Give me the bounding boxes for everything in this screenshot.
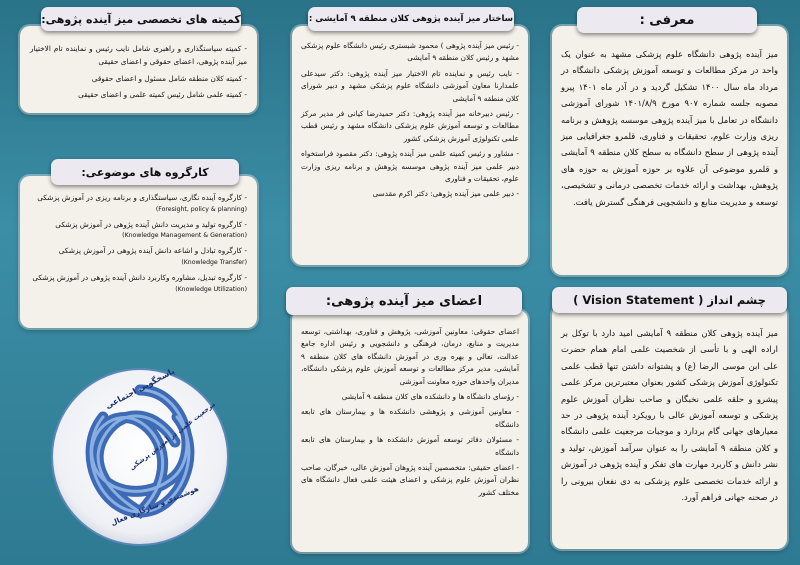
logo-text-mid: مرجعیت علمی در آموزش پزشکی: [128, 400, 217, 472]
workgroup-fa: - کارگروه تبادل و اشاعه دانش آینده پژوهی در آموزش پزشکی: [58, 246, 247, 256]
workgroup-en: (Foresight, policy & planning): [155, 205, 247, 213]
workgroup-fa: - کارگروه آینده نگاری، سیاستگذاری و برنامه ریزی در آموزش پزشکی: [37, 193, 247, 202]
committee-card: [20, 26, 257, 113]
workgroup-en: (Knowledge Management & Generation): [122, 232, 247, 240]
committee-list: [30, 42, 247, 102]
members-list: [301, 326, 519, 499]
workgroup-fa: - کارگروه تبدیل، مشاوره وکاربرد دانش آینده پژوهی در آموزش پزشکی: [32, 272, 247, 282]
structure-item: - رئیس میز آینده پژوهی ) محمود شبستری رئیس دانشگاه علوم پزشکی مشهد و رئیس کلان منطقه ۹ آمایشی: [301, 41, 519, 63]
committee-title: کمیته های تخصصی میز آینده پژوهی:: [41, 7, 241, 31]
members-title: اعضای میز آینده پژوهی:: [286, 287, 522, 315]
vision-body: میز آینده پژوهی کلان منطقه ۹ آمایشی امید دارد با توکل بر اراده الهی و با تأسی از شخصیت علمی امام همام حضرت علی ابن موسی الرضا (ع) و پشتوانه داشتن تنها قطب علمی تکنولوژی آموزش پزشکی کشور بعنوان معتبرترین مرکز علمی پیشرو و حلقه علمی نخبگان و صاحب نظران آموزش علوم پزشکی و توسعه آموزش عالی با رویکرد آینده پژوهی در حد معیارهای جهانی گام بردارد و موجبات مرجعیت علمی دانشگاه و کلان منطقه ۹ آمایشی را به عنوان سرآمد آموزش، تولید و نشر دانش و کاربرد مهارت های تفکر و آینده پژوهی در آموزش و ارائه خدمات تخصصی علوم پزشکی به دی نفعان بیرونی را در صحنه جهانی فراهم آورد.: [561, 328, 778, 502]
logo: [45, 362, 235, 552]
workgroup-item: [30, 192, 247, 216]
logo-text-bottom: هوشمندی و سازگاری فعال: [110, 484, 200, 528]
workgroup-fa: - کارگروه تولید و مدیریت دانش آینده پژوهی در آموزش پزشکی: [55, 219, 247, 229]
vision-card: [552, 305, 787, 549]
workgroup-en: (Knowledge Transfer): [181, 258, 247, 266]
members-card: [292, 310, 528, 552]
intro-title: معرفی :: [577, 7, 757, 33]
members-item: - رؤسای دانشگاه ها و دانشکده های کلان منطقه ۹ آمایشی: [341, 391, 519, 401]
members-item: اعضای حقوقی: معاونین آموزشی، پژوهش و فناوری، بهداشتی، توسعه مدیریت و منابع، درمان، فرهنگی و دانشجویی و رئیس اداره جامع عدالت، تعالی و بهره وری در آموزش دانشگاه های کلان منطقه ۹ آمایشی، مدیر مرکز مطالعات و توسعه آموزش علوم پزشکی دانشگاه، مدیران واحدهای حوزه معاونت آموزشی: [301, 327, 519, 386]
members-item: - معاونین آموزشی و پژوهشی دانشکده ها و بیمارستان های تابعه دانشگاه: [301, 407, 519, 429]
vision-title: چشم انداز ( Vision Statement ): [552, 287, 787, 313]
structure-item: - نایب رئیس و نماینده تام الاختیار میز آینده پژوهی: دکتر سیدعلی علمدارنا معاون آموزشی دانشگاه علوم پزشکی مشهد و دبیر شورای کلان منطقه ۹ آمایشی: [301, 68, 519, 103]
workgroups-list: [30, 192, 247, 295]
workgroup-item: [30, 219, 247, 243]
committee-item: - کمیته سیاستگذاری و راهبری شامل نایب رئیس و نماینده تام الاختیار میز آینده پژوهی، اعضای حقوقی و اعضای حقیقی: [30, 44, 247, 67]
intro-body: میز آینده پژوهی دانشگاه علوم پزشکی مشهد به عنوان یک واحد در مرکز مطالعات و توسعه آموزش پزشکی دانشگاه در مرداد ماه سال ۱۴۰۰ تشکیل گردید و در آذر ماه ۱۴۰۱ پیرو مصوبه جلسه شماره ۹۰۷ مورخ ۱۴۰۱/۸/۹ شورای آموزشی دانشگاه در تعامل با میز آینده پژوهی موسسه پژوهش و برنامه ریزی وزارت علوم، تحقیقات و فناوری، قلمرو جغرافیایی میز آینده پژوهی از سطح دانشگاه به سطح کلان منطقه ۹ آمایشی و قلمرو موضوعی آن علاوه بر حوزه آموزش به حوزه های پژوهش، بهداشت و ارائه خدمات تخصصی درمانی و تشخیصی، توسعه و مدیریت منابع و دانشجویی فرهنگی گسترش یافت.: [561, 49, 779, 207]
structure-list: [301, 40, 519, 201]
workgroups-title: کارگروه های موضوعی:: [51, 159, 239, 185]
workgroups-card: [20, 176, 257, 328]
structure-title: ساختار میز آینده پژوهی کلان منطقه ۹ آمایشی :: [308, 7, 514, 31]
structure-item: - رئیس دبیرخانه میز آینده پژوهی: دکتر حمیدرضا کیانی فر مدیر مرکز مطالعات و توسعه آموزش علوم پزشکی دانشگاه مشهد و رئیس قطب علمی تکنولوژی آموزش پزشکی کشور: [301, 108, 519, 143]
structure-card: [292, 26, 528, 265]
workgroup-item: [30, 272, 247, 296]
workgroup-en: (Knowledge Utilization): [175, 285, 247, 293]
structure-item: - مشاور و رئیس کمیته علمی میز آینده پژوهی: دکتر مقصود فراستخواه دبیر علمی میز آینده پژوهی موسسه پژوهش و برنامه ریزی وزارت علوم، تحقیقات و فناوری: [301, 149, 519, 183]
committee-item: - کمیته علمی شامل رئیس کمیته علمی و اعضای حقیقی: [78, 90, 247, 100]
committee-item: - کمیته کلان منطقه شامل مسئول و اعضای حقوقی: [91, 73, 247, 83]
workgroup-item: [30, 245, 247, 269]
intro-card: [552, 26, 787, 275]
logo-text-top: پاسخگویی اجتماعی: [103, 366, 177, 411]
structure-item: - دبیر علمی میز آینده پژوهی: دکتر اکرم مقدسی: [372, 189, 519, 199]
members-item: - اعضای حقیقی: متخصصین آینده پژوهان آموزش عالی، خبرگان، صاحب نظران آموزش علوم پزشکی و اعضای هیئت علمی فعال دانشگاه های مختلف کشور: [301, 462, 519, 497]
members-item: - مسئولان دفاتر توسعه آموزش دانشکده ها و بیمارستان های تابعه دانشگاه: [301, 435, 519, 457]
